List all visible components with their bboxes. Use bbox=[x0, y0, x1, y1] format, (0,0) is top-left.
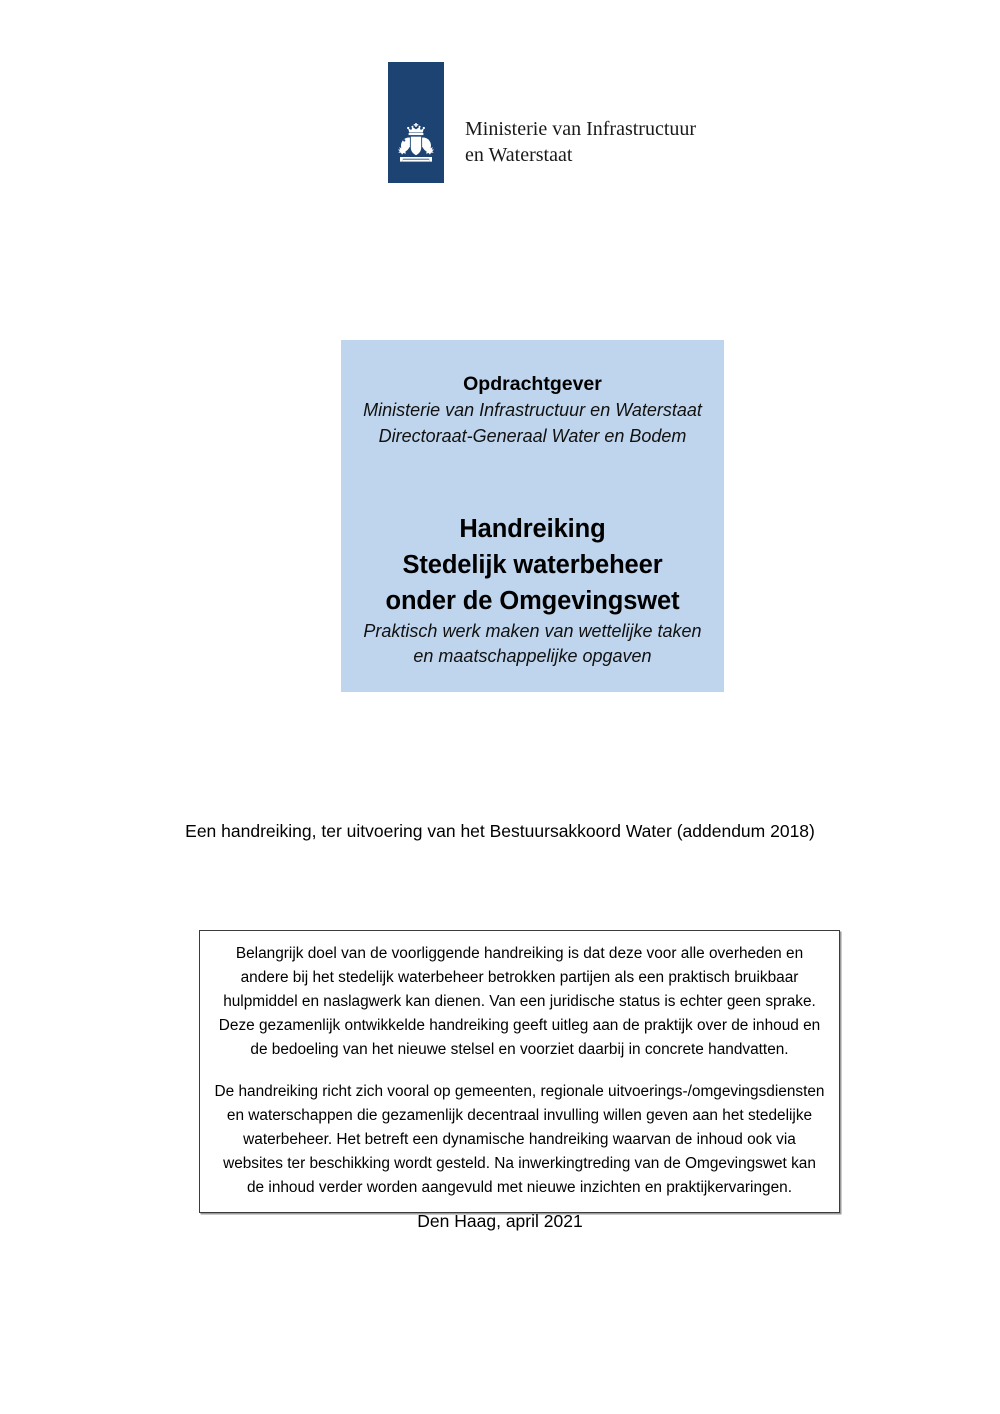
coat-of-arms-icon bbox=[388, 62, 444, 183]
place-date: Den Haag, april 2021 bbox=[417, 1211, 583, 1231]
commissioner-label: Opdrachtgever bbox=[463, 373, 602, 395]
ministry-name-line1: Ministerie van Infrastructuur bbox=[465, 118, 697, 140]
title-line-1: Handreiking bbox=[459, 515, 606, 543]
title-line-2: Stedelijk waterbeheer bbox=[402, 551, 663, 579]
ministry-logo bbox=[388, 62, 696, 183]
subtitle-line-1: Praktisch werk maken van wettelijke taken bbox=[363, 621, 702, 641]
summary-paragraph-2: De handreiking richt zich vooral op gemeenten, regionale uitvoerings-/omgevingsdiensten en waterschappen die gezamenlijk decentraal invulling willen geven aan het stedelijke waterbeheer. Het betreft een dynamische handreiking waarvan de inhoud ook via websites ter beschikking wordt gesteld. Na inwerkingtreding van de Omgevingswet kan de inhoud verder worden aangevuld met nieuwe inzichten en praktijkervaringen. bbox=[214, 1083, 825, 1196]
commissioner-block bbox=[341, 340, 724, 449]
ministry-name bbox=[465, 116, 696, 168]
lead-line: Een handreiking, ter uitvoering van het Bestuursakkoord Water (addendum 2018) bbox=[185, 821, 815, 841]
commissioner-line-2: Directoraat-Generaal Water en Bodem bbox=[378, 426, 687, 446]
title-panel bbox=[341, 340, 724, 692]
summary-box bbox=[199, 930, 840, 1213]
title-line-3: onder de Omgevingswet bbox=[385, 587, 680, 615]
summary-paragraph-1: Belangrijk doel van de voorliggende handreiking is dat deze voor alle overheden en andere bij het stedelijk waterbeheer betrokken partijen als een praktisch bruikbaar hulpmiddel en naslagwerk kan dienen. Van een juridische status is echter geen sprake. Deze gezamenlijk ontwikkelde handreiking geeft uitleg aan de praktijk over de inhoud en de bedoeling van het nieuwe stelsel en voorziet daarbij in concrete handvatten. bbox=[218, 945, 821, 1058]
ministry-name-line2: en Waterstaat bbox=[465, 144, 573, 166]
commissioner-line-1: Ministerie van Infrastructuur en Waterstaat bbox=[363, 400, 702, 420]
document-title-block bbox=[341, 511, 724, 669]
subtitle-line-2: en maatschappelijke opgaven bbox=[413, 646, 652, 666]
